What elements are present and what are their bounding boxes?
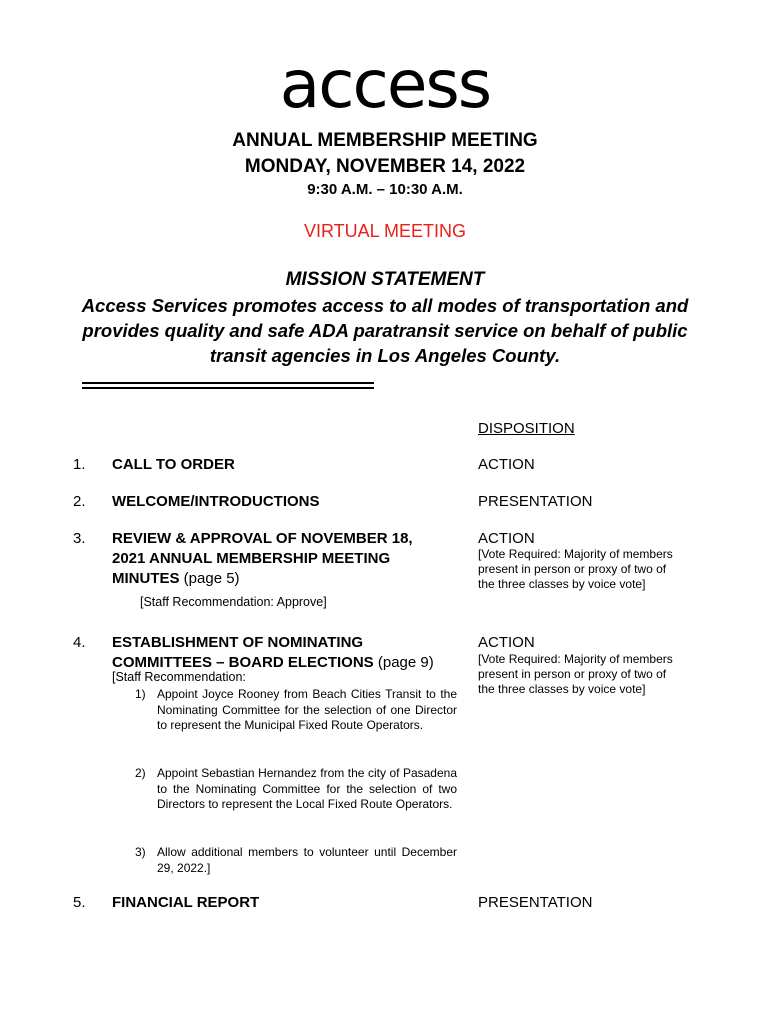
item-title: REVIEW & APPROVAL OF NOVEMBER 18, 2021 ANNUAL MEMBERSHIP MEETING MINUTES (page 5) — [112, 530, 413, 587]
vote-note: [Vote Required: Majority of members present in person or proxy of two of the three classes by voice vote] — [478, 652, 673, 696]
disposition-heading: DISPOSITION — [478, 420, 575, 437]
mission-heading: MISSION STATEMENT — [285, 269, 485, 290]
meeting-date: MONDAY, NOVEMBER 14, 2022 — [244, 156, 526, 177]
item-title: CALL TO ORDER — [112, 456, 235, 473]
item-title: ESTABLISHMENT OF NOMINATING COMMITTEES – BOARD ELECTIONS (page 9) — [112, 634, 434, 671]
item-number: 2. — [73, 493, 86, 510]
access-logo: access — [279, 46, 491, 123]
meeting-title: ANNUAL MEMBERSHIP MEETING — [232, 130, 538, 151]
meeting-type: VIRTUAL MEETING — [303, 221, 467, 241]
item-number: 5. — [73, 894, 86, 911]
item-number: 4. — [73, 634, 86, 651]
item-disposition: ACTION — [478, 456, 535, 473]
staff-recommendation: [Staff Recommendation: — [112, 670, 246, 684]
item-number: 3. — [73, 530, 86, 547]
list-item: 1) Appoint Joyce Rooney from Beach Cities Transit to the Nominating Committee for the selection of one Director to represent the Municipal Fixed Route Operators. — [135, 687, 457, 732]
item-disposition: ACTION — [478, 634, 535, 651]
item-title: FINANCIAL REPORT — [112, 894, 260, 911]
list-item: 3) Allow additional members to volunteer until December 29, 2022.] — [135, 845, 457, 875]
meeting-time: 9:30 A.M. – 10:30 A.M. — [307, 181, 463, 198]
item-disposition: ACTION — [478, 530, 535, 547]
divider-line — [82, 382, 374, 384]
vote-note: [Vote Required: Majority of members present in person or proxy of two of the three classes by voice vote] — [478, 547, 673, 591]
item-disposition: PRESENTATION — [478, 894, 593, 911]
item-title: WELCOME/INTRODUCTIONS — [112, 493, 320, 510]
divider-line — [82, 387, 374, 389]
item-number: 1. — [73, 456, 86, 473]
staff-recommendation: [Staff Recommendation: Approve] — [140, 595, 327, 609]
list-item: 2) Appoint Sebastian Hernandez from the city of Pasadena to the Nominating Committee for the selection of two Directors to represent the Local Fixed Route Operators. — [135, 766, 457, 811]
mission-text: Access Services promotes access to all modes of transportation and provides quality and safe ADA paratransit service on behalf of public transit agencies in Los Angeles County. — [81, 295, 689, 366]
item-disposition: PRESENTATION — [478, 493, 593, 510]
